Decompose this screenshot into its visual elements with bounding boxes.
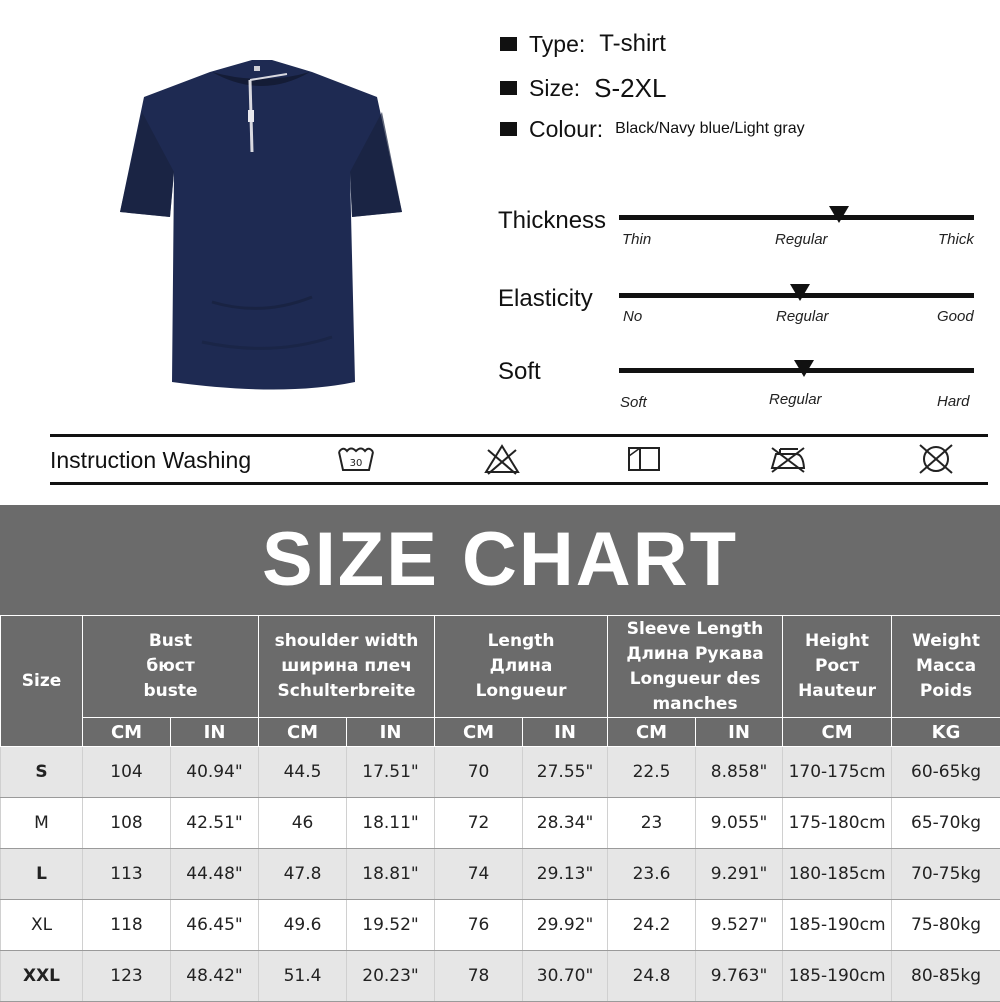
table-cell: 9.291" bbox=[696, 849, 783, 900]
no-bleach-icon bbox=[482, 442, 522, 476]
thickness-title: Thickness bbox=[498, 207, 606, 235]
table-cell: 75-80kg bbox=[892, 900, 1000, 951]
washing-top-rule bbox=[50, 434, 988, 437]
table-row bbox=[1, 747, 1000, 798]
no-iron-icon bbox=[768, 442, 808, 476]
elasticity-title: Elasticity bbox=[498, 285, 593, 313]
spec-type bbox=[500, 26, 666, 62]
tshirt-icon bbox=[120, 60, 402, 390]
table-cell: 48.42" bbox=[171, 951, 259, 1002]
table-cell: 20.23" bbox=[347, 951, 435, 1002]
table-cell: 46 bbox=[259, 798, 347, 849]
table-cell: 175-180cm bbox=[783, 798, 892, 849]
washing-title: Instruction Washing bbox=[50, 447, 251, 474]
spec-size-label: Size: bbox=[529, 75, 580, 102]
table-cell: 47.8 bbox=[259, 849, 347, 900]
table-cell: 17.51" bbox=[347, 747, 435, 798]
size-chart-table bbox=[0, 615, 1000, 1002]
table-cell: 42.51" bbox=[171, 798, 259, 849]
weight-header: Weight Масса Poids bbox=[892, 616, 1000, 718]
size-cell: XXL bbox=[1, 951, 83, 1002]
soft-title: Soft bbox=[498, 358, 541, 386]
table-cell: 9.763" bbox=[696, 951, 783, 1002]
shoulder-width-header: shoulder width ширина плеч Schulterbreite bbox=[259, 616, 435, 718]
unit-header: CM bbox=[83, 718, 171, 747]
spec-colour-label: Colour: bbox=[529, 116, 603, 143]
elasticity-right-label: Good bbox=[937, 308, 974, 325]
table-cell: 29.92" bbox=[523, 900, 608, 951]
table-cell: 65-70kg bbox=[892, 798, 1000, 849]
table-cell: 60-65kg bbox=[892, 747, 1000, 798]
table-cell: 23 bbox=[608, 798, 696, 849]
table-cell: 24.2 bbox=[608, 900, 696, 951]
unit-header: IN bbox=[171, 718, 259, 747]
table-cell: 44.48" bbox=[171, 849, 259, 900]
spec-size-value: S-2XL bbox=[594, 73, 666, 104]
table-cell: 30.70" bbox=[523, 951, 608, 1002]
table-cell: 180-185cm bbox=[783, 849, 892, 900]
sleeve-length-header: Sleeve Length Длина Рукава Longueur des manches bbox=[608, 616, 783, 718]
size-chart-title: SIZE CHART bbox=[0, 505, 1000, 615]
table-cell: 28.34" bbox=[523, 798, 608, 849]
length-header: Length Длина Longueur bbox=[435, 616, 608, 718]
spec-colour-value: Black/Navy blue/Light gray bbox=[615, 120, 804, 138]
table-row bbox=[1, 900, 1000, 951]
table-cell: 44.5 bbox=[259, 747, 347, 798]
unit-header: KG bbox=[892, 718, 1000, 747]
table-cell: 18.11" bbox=[347, 798, 435, 849]
elasticity-marker-icon bbox=[790, 284, 810, 301]
unit-header: CM bbox=[259, 718, 347, 747]
spec-size bbox=[500, 70, 666, 106]
unit-header: CM bbox=[435, 718, 523, 747]
table-row bbox=[1, 951, 1000, 1002]
thickness-scale-bar bbox=[619, 215, 974, 220]
table-cell: 22.5 bbox=[608, 747, 696, 798]
no-dry-clean-icon bbox=[916, 442, 956, 476]
table-cell: 40.94" bbox=[171, 747, 259, 798]
elasticity-mid-label: Regular bbox=[776, 308, 829, 325]
spec-type-value: T-shirt bbox=[599, 30, 666, 58]
height-header: Height Рост Hauteur bbox=[783, 616, 892, 718]
drip-dry-icon bbox=[624, 442, 664, 476]
table-cell: 118 bbox=[83, 900, 171, 951]
table-cell: 76 bbox=[435, 900, 523, 951]
size-cell: M bbox=[1, 798, 83, 849]
bullet-icon bbox=[500, 122, 517, 136]
table-cell: 185-190cm bbox=[783, 951, 892, 1002]
table-cell: 74 bbox=[435, 849, 523, 900]
table-cell: 78 bbox=[435, 951, 523, 1002]
table-cell: 72 bbox=[435, 798, 523, 849]
table-cell: 170-175cm bbox=[783, 747, 892, 798]
size-cell: S bbox=[1, 747, 83, 798]
table-cell: 51.4 bbox=[259, 951, 347, 1002]
table-cell: 70-75kg bbox=[892, 849, 1000, 900]
wash-temp-label: 30 bbox=[350, 458, 363, 469]
table-cell: 70 bbox=[435, 747, 523, 798]
size-cell: XL bbox=[1, 900, 83, 951]
soft-mid-label: Regular bbox=[769, 391, 822, 408]
table-cell: 104 bbox=[83, 747, 171, 798]
table-cell: 185-190cm bbox=[783, 900, 892, 951]
spec-type-label: Type: bbox=[529, 31, 585, 58]
unit-header: IN bbox=[523, 718, 608, 747]
unit-header: IN bbox=[347, 718, 435, 747]
thickness-left-label: Thin bbox=[622, 231, 651, 248]
wash-30-icon bbox=[336, 442, 376, 476]
table-cell: 9.527" bbox=[696, 900, 783, 951]
table-row bbox=[1, 849, 1000, 900]
thickness-mid-label: Regular bbox=[775, 231, 828, 248]
table-cell: 123 bbox=[83, 951, 171, 1002]
table-cell: 113 bbox=[83, 849, 171, 900]
size-cell: L bbox=[1, 849, 83, 900]
table-cell: 18.81" bbox=[347, 849, 435, 900]
table-cell: 46.45" bbox=[171, 900, 259, 951]
washing-bottom-rule bbox=[50, 482, 988, 485]
table-cell: 27.55" bbox=[523, 747, 608, 798]
bullet-icon bbox=[500, 37, 517, 51]
unit-header: IN bbox=[696, 718, 783, 747]
soft-left-label: Soft bbox=[620, 394, 647, 411]
thickness-right-label: Thick bbox=[938, 231, 974, 248]
spec-colour bbox=[500, 111, 805, 147]
soft-right-label: Hard bbox=[937, 393, 970, 410]
table-cell: 29.13" bbox=[523, 849, 608, 900]
table-cell: 8.858" bbox=[696, 747, 783, 798]
product-image bbox=[112, 52, 412, 402]
table-cell: 24.8 bbox=[608, 951, 696, 1002]
unit-header: CM bbox=[783, 718, 892, 747]
table-cell: 108 bbox=[83, 798, 171, 849]
table-cell: 23.6 bbox=[608, 849, 696, 900]
thickness-marker-icon bbox=[829, 206, 849, 223]
bullet-icon bbox=[500, 81, 517, 95]
table-cell: 19.52" bbox=[347, 900, 435, 951]
soft-marker-icon bbox=[794, 360, 814, 377]
elasticity-left-label: No bbox=[623, 308, 642, 325]
table-cell: 80-85kg bbox=[892, 951, 1000, 1002]
unit-header: CM bbox=[608, 718, 696, 747]
table-cell: 49.6 bbox=[259, 900, 347, 951]
table-row bbox=[1, 798, 1000, 849]
size-column-header: Size bbox=[1, 616, 83, 747]
table-cell: 9.055" bbox=[696, 798, 783, 849]
bust-header: Bust бюст buste bbox=[83, 616, 259, 718]
